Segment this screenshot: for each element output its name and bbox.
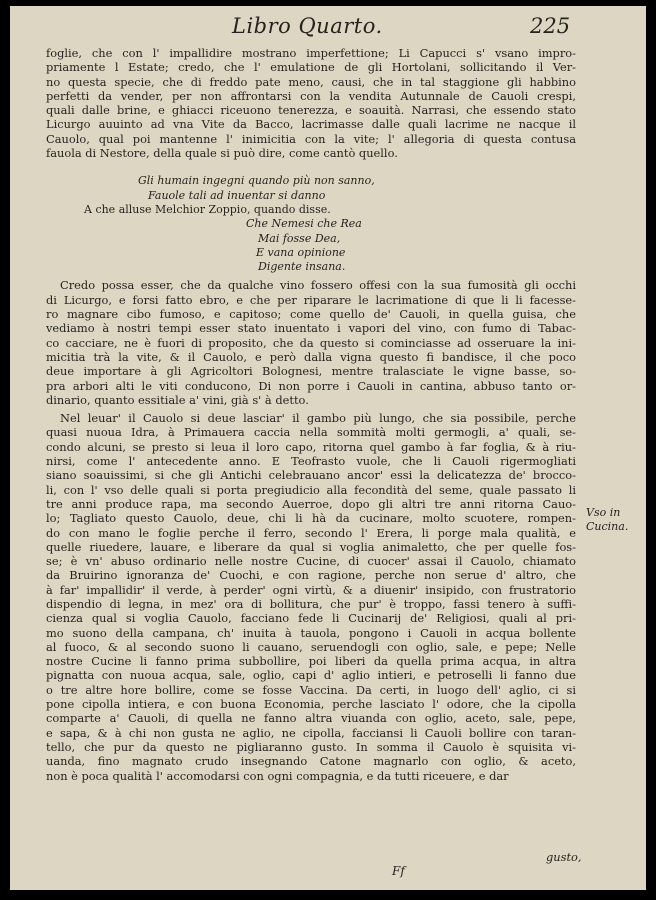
text-line: da Bruirino ignoranza de' Cuochi, e con ragione, perche non serue d' altro, che (46, 568, 576, 583)
text-line: nostre Cucine li fanno prima subbollire, poi liberi da quella prima acqua, in altra (46, 654, 576, 669)
paragraph-3 (46, 411, 576, 783)
text-line: o tre altre hore bollire, come se fosse Vaccina. Da certi, in luogo dell' aglio, ci si (46, 682, 576, 697)
text-line: comparte a' Cauoli, di quella ne fanno altra viuanda con oglio, aceto, sale, pepe, (46, 711, 576, 726)
verse-line: Gli humain ingegni quando più non sanno, (138, 174, 375, 188)
text-line: priamente l Estate; credo, che l' emulatione de gli Hortolani, sollicitando il Ver- (46, 60, 576, 75)
text-line: uanda, fino magnato crudo insegnando Catone magnarlo con oglio, & aceto, (46, 754, 576, 769)
text-line: quasi nuoua Idra, à Primauera caccia nella sommità molti germogli, a' quali, se- (46, 425, 576, 440)
text-line: pignatta con nuoua acqua, sale, oglio, capi d' aglio intieri, e petroselli li fanno due (46, 668, 576, 683)
verse-line: Fauole tali ad inuentar si danno (148, 188, 326, 202)
paragraph-2 (46, 278, 576, 407)
text-line: Nel leuar' il Cauolo si deue lasciar' il gambo più lungo, che sia possibile, perche (60, 411, 576, 426)
text-line: quelle riuedere, lauare, e liberare da qual si voglia animaletto, che per quelle fos- (46, 539, 576, 554)
verse-line: A che alluse Melchior Zoppio, quando disse. (84, 202, 331, 216)
text-line: foglie, che con l' impallidire mostrano imperfettione; Li Capucci s' vsano impro- (46, 46, 576, 60)
text-line: ro magnare cibo fumoso, e capitoso; come quello de' Cauoli, in quella guisa, che (46, 307, 576, 322)
text-line: deue importare à gli Agricoltori Bolognesi, mentre tralasciate le vigne basse, so- (46, 364, 576, 379)
text-line: à far' impallidir' il verde, à perder' ogni virtù, & a diuenir' insipido, con frustratorio (46, 582, 576, 597)
verse-line: Mai fosse Dea, (258, 231, 341, 245)
text-line: dinario, quanto essitiale a' vini, già s' à detto. (46, 392, 309, 407)
text-line: perfetti da vender, per non affrontarsi con la vendita Autunnale de Cauoli crespi, (46, 88, 576, 103)
verse-line: Digente insana. (258, 260, 346, 274)
verse-line: Che Nemesi che Rea (246, 217, 362, 231)
text-line: cienza qual si voglia Cauolo, facciano fede li Cucinarij de' Religiosi, quali al pri- (46, 611, 576, 626)
page-number: 225 (530, 14, 571, 38)
text-line: non è poca qualità l' accomodarsi con ogni compagnia, e da tutti riceuere, e dar (46, 768, 509, 783)
text-line: lo; Tagliato questo Cauolo, deue, chi li hà da cucinare, molto scuotere, rompen- (46, 511, 576, 526)
book-page (10, 6, 646, 890)
text-line: nirsi, come l' antecedente anno. E Teofrasto vuole, che li Cauoli rigermogliati (46, 454, 576, 469)
paragraph-1 (46, 46, 576, 160)
margin-note (586, 506, 644, 534)
text-line: di Licurgo, e forsi fatto ebro, e che per riparare le lacrimatione di que li li facesse- (46, 292, 576, 307)
text-line: fauola di Nestore, della quale si può dire, come cantò quello. (46, 146, 398, 161)
text-line: li, con l' vso delle quali si porta pregiudicio alla fecondità del seme, quale passato li (46, 482, 576, 497)
verse-line: E vana opinione (256, 245, 346, 259)
text-line: quali dalle brine, e ghiacci riceuono tenerezza, e soauità. Narrasi, che essendo stato (46, 103, 576, 118)
text-line: vediamo à nostri tempi esser stato inuentato i vapori del vino, con fumo di Tabac- (46, 321, 576, 336)
text-line: e sapa, & à chi non gusta ne aglio, ne cipolla, facciansi li Cauoli bollire con taran- (46, 725, 576, 740)
text-line: tello, che pur da questo ne pigliaranno gusto. In somma il Cauolo è squisita vi- (46, 739, 576, 754)
text-line: co cacciare, ne è fuori di proposito, che da questo si cominciasse ad osseruare la ini- (46, 335, 576, 350)
page-header (10, 14, 646, 40)
text-line: siano soauissimi, si che gli Antichi celebrauano ancor' essi la delicatezza de' brocco- (46, 468, 576, 483)
text-line: dispendio di legna, in mez' ora di bollitura, che pur' è troppo, fassi tenero à suffi- (46, 596, 576, 611)
text-line: no questa specie, che di freddo pate meno, causi, che in tal staggione gli habbino (46, 74, 576, 89)
margin-note-line-1: Vso in (586, 506, 621, 519)
text-line: mo suono della campana, ch' inuita à tauola, pongono i Cauoli in acqua bollente (46, 625, 576, 640)
text-line: do con mano le foglie perche il ferro, secondo l' Erera, li porge mala qualità, e (46, 525, 576, 540)
margin-note-line-2: Cucina. (586, 520, 629, 533)
body-text (46, 46, 576, 783)
text-line: Credo possa esser, che da qualche vino fossero offesi con la sua fumosità gli occhi (60, 278, 576, 293)
text-line: Cauolo, qual poi mantenne l' inimicitia con la vite; l' allegoria di questa contusa (46, 131, 576, 146)
text-line: pone cipolla intiera, e con buona Economia, perche lasciato l' odore, che la cipolla (46, 697, 576, 712)
text-line: al fuoco, & al secondo suono li cauano, seruendogli con oglio, sale, e pepe; Nelle (46, 639, 576, 654)
catchword: gusto, (546, 850, 582, 864)
text-line: tre anni produce rapa, ma secondo Auerroe, dopo gli altri tre anni ritorna Cauo- (46, 496, 576, 511)
verse-block (46, 174, 576, 274)
running-head: Libro Quarto. (232, 14, 383, 38)
text-line: se; è vn' abuso ordinario nelle nostre Cucine, di cuocer' assai il Cauolo, chiamato (46, 554, 576, 569)
text-line: pra arbori alti le viti conducono, Di non porre i Cauoli in cantina, abbuso tanto or- (46, 378, 576, 393)
signature-mark: Ff (392, 864, 405, 878)
text-line: condo alcuni, se presto si leua il loro capo, ritorna quel gambo à far foglia, & à riu- (46, 439, 576, 454)
text-line: Licurgo auuinto ad vna Vite da Bacco, lacrimasse dalle quali lacrime ne nacque il (46, 117, 576, 132)
text-line: micitia trà la vite, & il Cauolo, e però dalla vigna questo fi bandisce, il che poco (46, 349, 576, 364)
